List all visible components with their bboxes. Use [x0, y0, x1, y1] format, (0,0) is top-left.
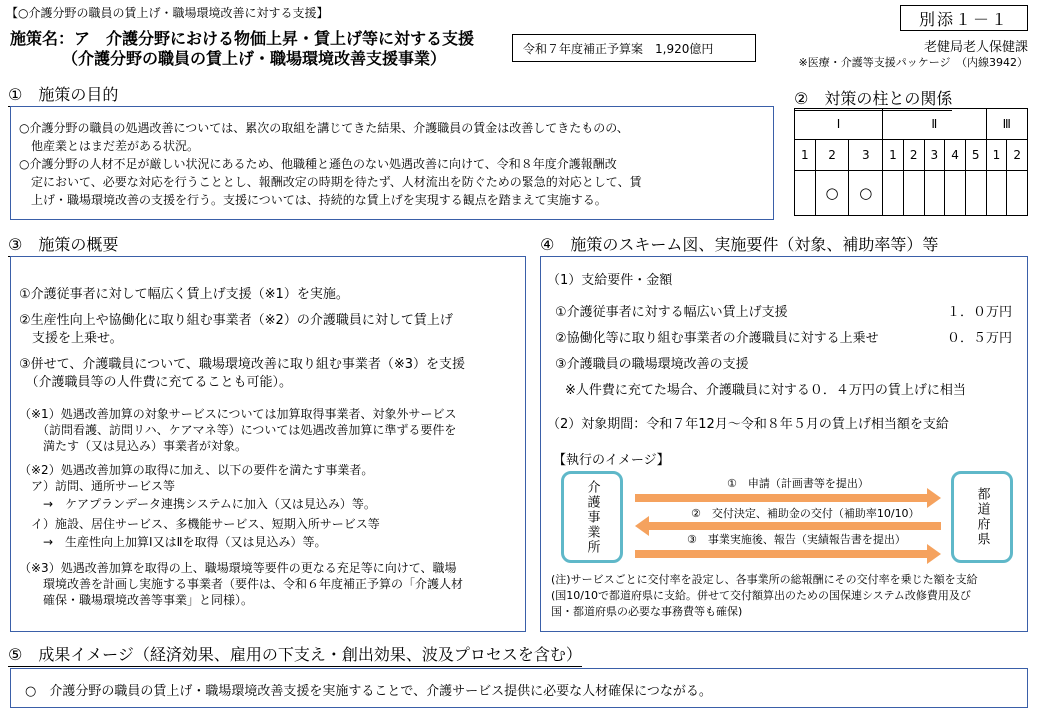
section5-heading: ⑤ 成果イメージ（経済効果、雇用の下支え・創出効果、波及プロセスを含む） [8, 642, 582, 667]
budget-box [512, 34, 756, 62]
attachment-label: 別添１－１ [918, 9, 1009, 29]
section1-line: 上げ・職場環境改善の支援を行う。支援については、持続的な賃上げを実現する観点を踏まえて実施する。 [19, 193, 607, 207]
package-note: ※医療・介護等支援パッケージ （内線3942） [798, 56, 1028, 69]
arrow2-label: ② 交付決定、補助金の交付（補助率10/10） [691, 507, 920, 520]
prefecture-box [951, 471, 1013, 563]
budget-text: 令和７年度補正予算案 1,920億円 [523, 41, 714, 56]
pillar-mark [1007, 171, 1028, 216]
pillar-header: Ⅱ [883, 109, 986, 140]
overview-note: （※1）処遇改善加算の対象サービスについては加算取得事業者、対象外サービス [19, 407, 457, 421]
overview-note: ア）訪問、通所サービス等 [19, 479, 176, 493]
pillar-mark [986, 171, 1007, 216]
pillar-number: 2 [1007, 140, 1028, 171]
section1-line: 他産業とはまだ差がある状況。 [19, 139, 200, 153]
pillar-mark [924, 171, 945, 216]
pillar-number: 5 [965, 140, 986, 171]
overview-note: → 生産性向上加算Ⅰ又はⅡを取得（又は見込み）等。 [19, 535, 327, 549]
overview-note: 満たす（又は見込み）事業者が対象。 [19, 439, 248, 453]
pillar-mark [795, 171, 816, 216]
requirement-label: ③介護職員の職場環境改善の支援 [555, 357, 749, 372]
arrow3-label: ③ 事業実施後、報告（実績報告書を提出） [687, 533, 906, 546]
report-arrow [635, 547, 941, 561]
overview-note: イ）施設、居住サービス、多機能サービス、短期入所サービス等 [19, 517, 380, 531]
execution-image-heading: 【執行のイメージ】 [553, 453, 670, 468]
title-line-1: 施策名：ア 介護分野における物価上昇・賃上げ等に対する支援 [10, 29, 475, 48]
pillar-mark: ○ [849, 171, 883, 216]
pillar-number: 1 [795, 140, 816, 171]
section1-line: ○介護分野の人材不足が厳しい状況にあるため、他職種と遜色のない処遇改善に向けて、令和８年度介護報酬改 [19, 157, 617, 171]
pillar-number: 2 [903, 140, 924, 171]
pillar-number: 1 [883, 140, 904, 171]
section3-box [10, 256, 526, 632]
requirement-label: ①介護従事者に対する幅広い賃上げ支援 [555, 305, 788, 320]
section1-line: ○介護分野の職員の処遇改善については、累次の取組を講じてきた結果、介護職員の賃金は改善してきたものの、 [19, 121, 629, 135]
section4-box [540, 256, 1028, 632]
apply-arrow [635, 491, 941, 505]
scheme-footnote: (注)サービスごとに交付率を設定し、各事業所の総報酬にその交付率を乗じた額を支給 [551, 573, 978, 586]
section1-heading: ① 施策の目的 [8, 82, 118, 107]
overview-note: （※3）処遇改善加算を取得の上、職場環境等要件の更なる充足等に向けて、職場 [19, 561, 457, 575]
pillar-number: 4 [945, 140, 966, 171]
overview-note: → ケアプランデータ連携システムに加入（又は見込み）等。 [19, 497, 376, 511]
overview-note: 環境改善を計画し実施する事業者（要件は、令和６年度補正予算の「介護人材 [19, 577, 464, 591]
requirement-amount: ０．５万円 [947, 331, 1013, 346]
overview-item: ③併せて、介護職員について、職場環境改善に取り組む事業者（※3）を支援 [19, 357, 466, 372]
overview-item: ②生産性向上や協働化に取り組む事業者（※2）の介護職員に対して賃上げ [19, 313, 453, 328]
overview-note: （※2）処遇改善加算の取得に加え、以下の要件を満たす事業者。 [19, 463, 374, 477]
department: 老健局老人保健課 [923, 40, 1028, 55]
section1-box [10, 106, 774, 220]
scheme-footnote: (国10/10で都道府県に支給。併せて交付額算出のための国保連システム改修費用及び [551, 589, 971, 602]
care-provider-label: 介護事業所 [584, 479, 600, 555]
arrow1-label: ① 申請（計画書等を提出） [727, 477, 869, 490]
scheme-subheading: （1）支給要件・金額 [547, 273, 673, 288]
attachment-box [900, 5, 1028, 31]
target-period: （2）対象期間：令和７年12月～令和８年５月の賃上げ相当額を支給 [547, 417, 949, 432]
pillar-mark [965, 171, 986, 216]
pillar-number: 2 [815, 140, 849, 171]
overview-item: ①介護従事者に対して幅広く賃上げ支援（※1）を実施。 [19, 287, 349, 302]
pillar-mark [883, 171, 904, 216]
section1-line: 定において、必要な対応を行うこととし、報酬改定の時期を待たず、人材流出を防ぐための緊急的対応として、賃 [19, 175, 642, 189]
section3-heading: ③ 施策の概要 [8, 232, 118, 257]
title-line-2: （介護分野の職員の賃上げ・職場環境改善支援事業） [62, 49, 447, 68]
overview-item: （介護職員等の人件費に充てることも可能）。 [19, 375, 293, 390]
pillar-number: 1 [986, 140, 1007, 171]
pillar-table [794, 108, 1028, 216]
pillar-number: 3 [924, 140, 945, 171]
pillar-mark [945, 171, 966, 216]
pillar-mark: ○ [815, 171, 849, 216]
requirement-label: ②協働化等に取り組む事業者の介護職員に対する上乗せ [555, 331, 879, 346]
overview-note: （訪問看護、訪問リハ、ケアマネ等）については処遇改善加算に準ずる要件を [19, 423, 457, 437]
scheme-footnote: 国・都道府県の必要な事務費等も確保) [551, 605, 743, 618]
requirement-amount: １．０万円 [947, 305, 1013, 320]
section5-box [10, 668, 1028, 708]
top-label: 【○介護分野の職員の賃上げ・職場環境改善に対する支援】 [6, 6, 329, 20]
overview-note: 確保・職場環境改善等事業」と同様）。 [19, 593, 254, 607]
requirement-note: ※人件費に充てた場合、介護職員に対する０．４万円の賃上げに相当 [565, 383, 966, 398]
outcome-text: ○ 介護分野の職員の賃上げ・職場環境改善支援を実施することで、介護サービス提供に必要な人材確保につながる。 [25, 684, 712, 699]
pillar-mark [903, 171, 924, 216]
pillar-number: 3 [849, 140, 883, 171]
section2-heading: ② 対策の柱との関係 [794, 86, 952, 111]
pillar-header: Ⅲ [986, 109, 1027, 140]
pillar-header: Ⅰ [795, 109, 883, 140]
care-provider-box [561, 471, 623, 563]
prefecture-label: 都道府県 [974, 487, 990, 547]
section4-heading: ④ 施策のスキーム図、実施要件（対象、補助率等）等 [540, 232, 938, 257]
overview-item: 支援を上乗せ。 [19, 331, 123, 346]
